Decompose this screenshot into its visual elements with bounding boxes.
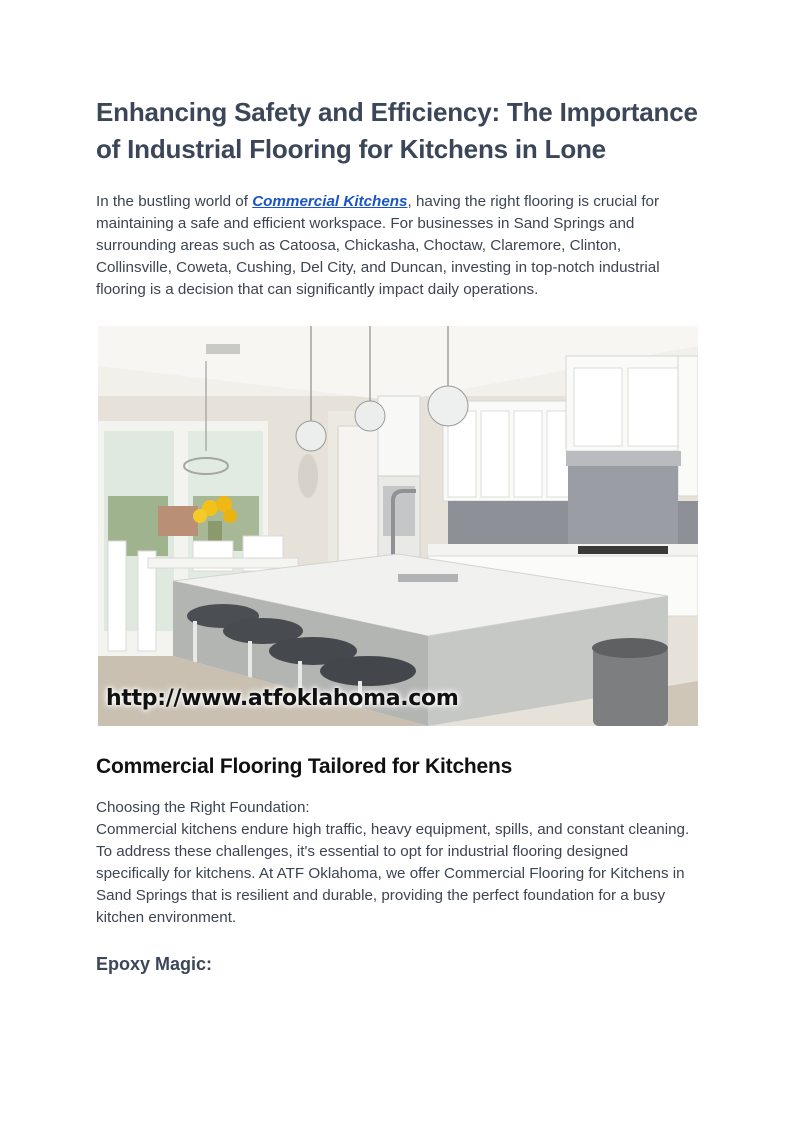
document-page bbox=[96, 94, 701, 977]
kitchen-photo bbox=[98, 326, 698, 726]
intro-paragraph bbox=[96, 191, 701, 301]
section-subheading: Choosing the Right Foundation: bbox=[96, 799, 310, 816]
image-watermark: http://www.atfoklahoma.com bbox=[106, 686, 459, 711]
section-body: Commercial kitchens endure high traffic, heavy equipment, spills, and constant cleaning. To address these challenges, it's essential to opt for industrial flooring designed specifically for kitchens. At ATF Oklahoma, we offer Commercial Flooring for Kitchens in Sand Springs that is resilient and durable, providing the perfect foundation for a busy kitchen environment. bbox=[96, 821, 690, 926]
intro-text-before-link: In the bustling world of bbox=[96, 193, 253, 210]
next-section-heading: Epoxy Magic: bbox=[96, 954, 213, 974]
intro-text-after-link: , having the right flooring is crucial for maintaining a safe and efficient workspace. For businesses in Sand Springs and surrounding areas such as Catoosa, Chickasha, Choctaw, Claremore, Clinton, Collinsville, Coweta, Cushing, Del City, and Duncan, investing in top-notch industrial flooring is a decision that can significantly impact daily operations. bbox=[96, 193, 660, 298]
section-heading: Commercial Flooring Tailored for Kitchens bbox=[96, 755, 513, 778]
commercial-kitchens-link[interactable]: Commercial Kitchens bbox=[252, 193, 408, 210]
kitchen-illustration bbox=[98, 326, 698, 726]
article-title: Enhancing Safety and Efficiency: The Importance of Industrial Flooring for Kitchens in Lone bbox=[96, 97, 698, 164]
section-paragraph bbox=[96, 797, 701, 929]
